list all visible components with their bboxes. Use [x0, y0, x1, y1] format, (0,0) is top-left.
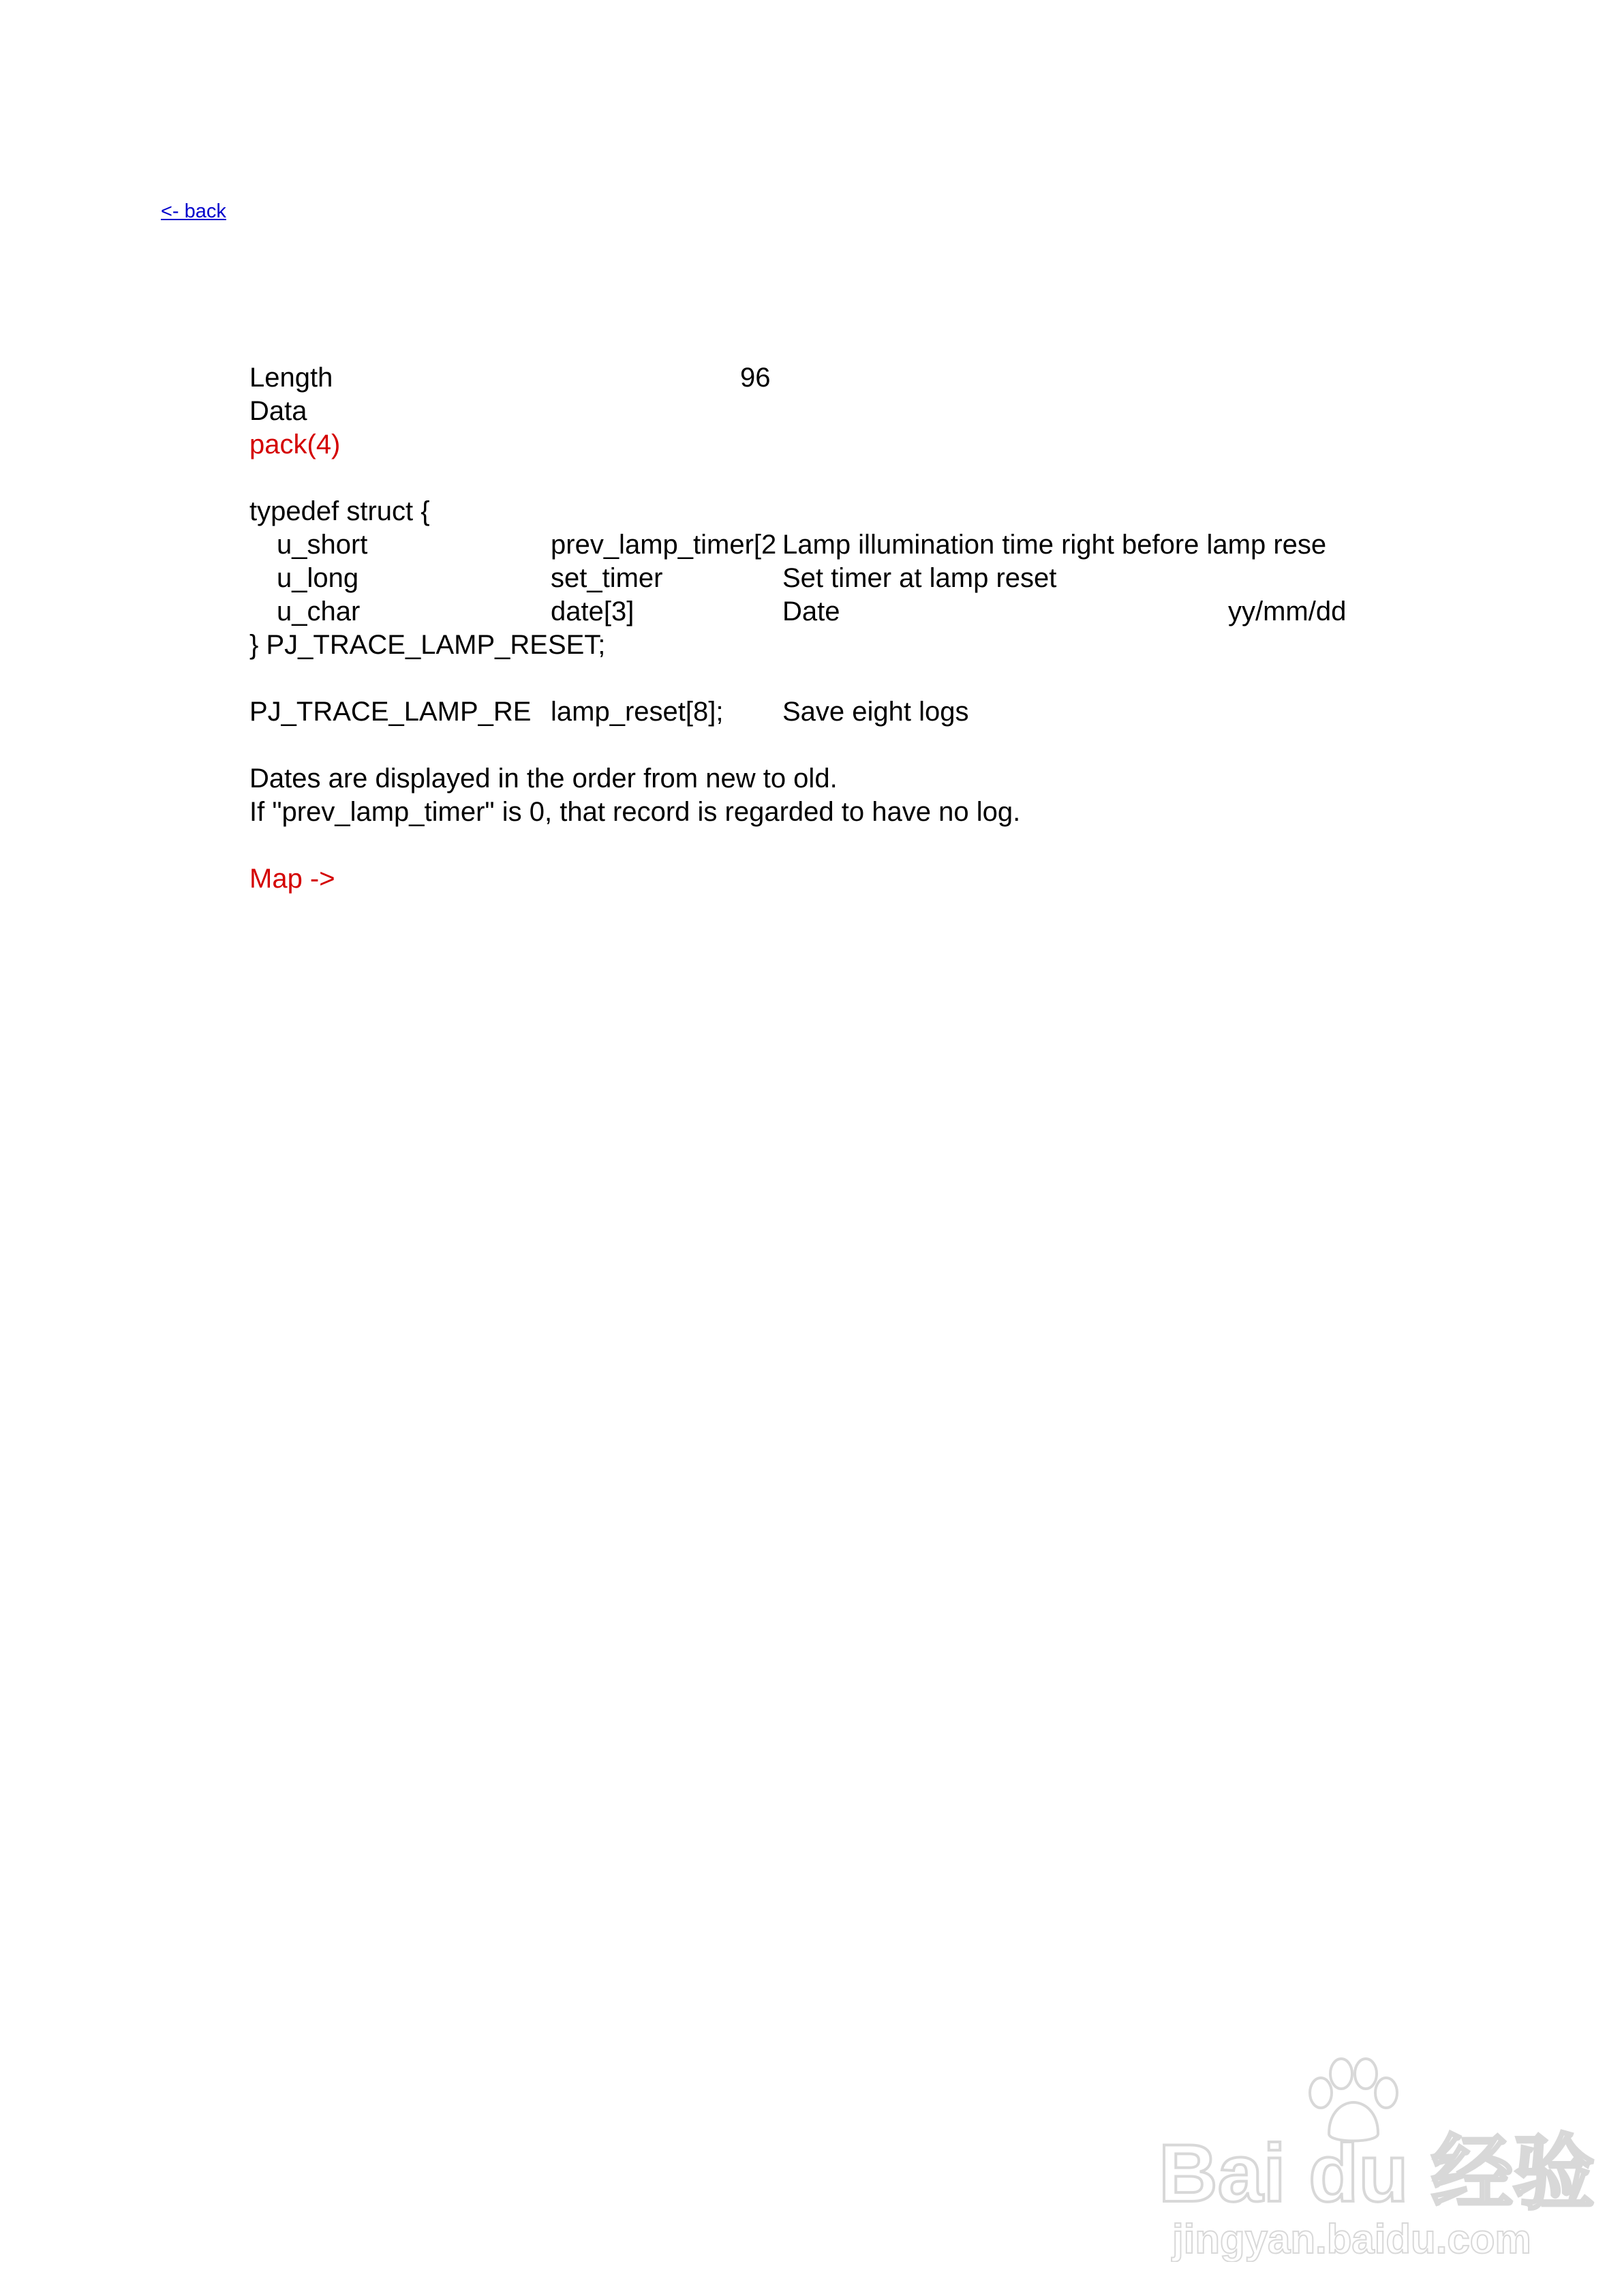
- map-link[interactable]: Map ->: [249, 864, 335, 894]
- field-format: yy/mm/dd: [1228, 596, 1347, 626]
- field-description: Lamp illumination time right before lamp rese: [782, 530, 1327, 560]
- declaration-type: PJ_TRACE_LAMP_RE: [249, 697, 532, 727]
- field-name: date[3]: [551, 596, 634, 626]
- field-type: u_short: [277, 530, 368, 560]
- declaration-description: Save eight logs: [782, 697, 969, 727]
- back-link[interactable]: <- back: [161, 200, 226, 222]
- length-label: Length: [249, 363, 333, 393]
- field-name: set_timer: [551, 563, 663, 593]
- declaration-name: lamp_reset[8];: [551, 697, 724, 727]
- field-description: Date: [782, 596, 840, 626]
- field-type: u_long: [277, 563, 359, 593]
- struct-close: } PJ_TRACE_LAMP_RESET;: [249, 630, 606, 660]
- struct-open: typedef struct {: [249, 496, 430, 526]
- field-description: Set timer at lamp reset: [782, 563, 1057, 593]
- watermark-brand: Bai du 经验: [1159, 2128, 1595, 2219]
- pack-label: pack(4): [249, 429, 341, 459]
- data-label: Data: [249, 396, 307, 426]
- length-value: 96: [740, 363, 771, 393]
- field-type: u_char: [277, 596, 361, 626]
- note-line: Dates are displayed in the order from new to old.: [249, 764, 838, 794]
- field-name: prev_lamp_timer[2: [551, 530, 777, 560]
- note-line: If "prev_lamp_timer" is 0, that record is regarded to have no log.: [249, 797, 1021, 827]
- watermark-url: jingyan.baidu.com: [1172, 2216, 1531, 2262]
- baidu-watermark: [1159, 2057, 1595, 2262]
